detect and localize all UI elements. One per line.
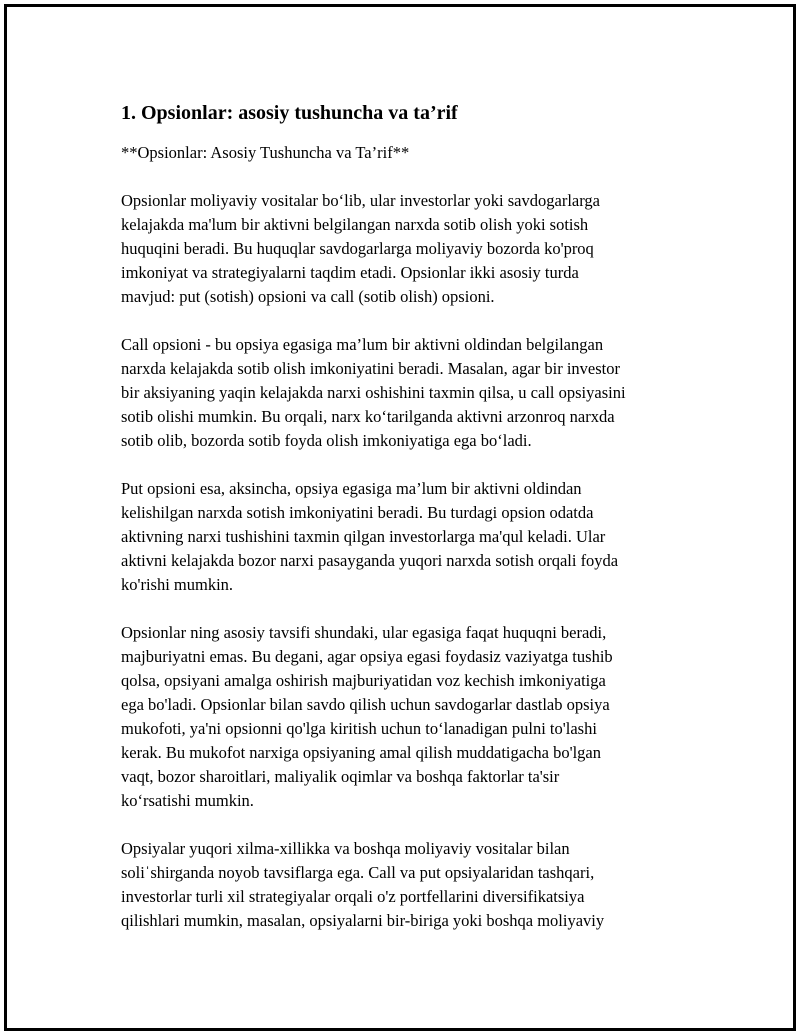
- paragraph-4: [121, 621, 711, 813]
- text-line: qilishlari mumkin, masalan, opsiyalarni bir-biriga yoki boshqa moliyaviy: [121, 911, 605, 930]
- text-line: huquqini beradi. Bu huquqlar savdogarlarga moliyaviy bozorda ko'proq: [121, 239, 594, 258]
- text-line: bir aksiyaning yaqin kelajakda narxi oshishini taxmin qilsa, u call opsiyasini: [121, 383, 626, 402]
- text-line: imkoniyat va strategiyalarni taqdim etadi. Opsionlar ikki asosiy turda: [121, 263, 579, 282]
- section-heading: 1. Opsionlar: asosiy tushuncha va ta’rif: [121, 102, 458, 124]
- paragraph-3: [121, 477, 711, 597]
- text-line: vaqt, bozor sharoitlari, maliyalik oqimlar va boshqa faktorlar ta'sir: [121, 767, 560, 786]
- paragraph-5: [121, 837, 711, 933]
- text-line: aktivni kelajakda bozor narxi pasayganda yuqori narxda sotish orqali foyda: [121, 551, 619, 570]
- text-line: qolsa, opsiyani amalga oshirish majburiyatidan voz kechish imkoniyatiga: [121, 671, 606, 690]
- text-line: narxda kelajakda sotib olish imkoniyatini beradi. Masalan, agar bir investor: [121, 359, 620, 378]
- text-line: investorlar turli xil strategiyalar orqali o'z portfellarini diversifikatsiya: [121, 887, 585, 906]
- text-line: sotib olishi mumkin. Bu orqali, narx ko‘tarilganda aktivni arzonroq narxda: [121, 407, 615, 426]
- text-line: aktivning narxi tushishini taxmin qilgan investorlarga ma'qul keladi. Ular: [121, 527, 606, 546]
- paragraph-2: [121, 333, 711, 453]
- section-subtitle: **Opsionlar: Asosiy Tushuncha va Ta’rif**: [121, 143, 410, 162]
- text-line: Call opsioni - bu opsiya egasiga ma’lum bir aktivni oldindan belgilangan: [121, 335, 604, 354]
- text-line: Opsiyalar yuqori xilma-xillikka va boshqa moliyaviy vositalar bilan: [121, 839, 570, 858]
- text-line: mukofoti, ya'ni opsionni qo'lga kiritish uchun to‘lanadigan pulni to'lashi: [121, 719, 597, 738]
- text-line: kelishilgan narxda sotish imkoniyatini beradi. Bu turdagi opsion odatda: [121, 503, 594, 522]
- text-line: mavjud: put (sotish) opsioni va call (sotib olish) opsioni.: [121, 287, 495, 306]
- paragraph-1: [121, 189, 711, 309]
- text-line: ko‘rsatishi mumkin.: [121, 791, 254, 810]
- text-line: Opsionlar moliyaviy vositalar bo‘lib, ular investorlar yoki savdogarlarga: [121, 191, 600, 210]
- text-line: sotib olib, bozorda sotib foyda olish imkoniyatiga ega bo‘ladi.: [121, 431, 532, 450]
- text-line: Opsionlar ning asosiy tavsifi shundaki, ular egasiga faqat huquqni beradi,: [121, 623, 607, 642]
- text-line: soliˈshirganda noyob tavsiflarga ega. Call va put opsiyalaridan tashqari,: [121, 863, 595, 882]
- text-line: kelajakda ma'lum bir aktivni belgilangan narxda sotib olish yoki sotish: [121, 215, 589, 234]
- document-body: [121, 99, 711, 933]
- text-line: ko'rishi mumkin.: [121, 575, 234, 594]
- text-line: majburiyatni emas. Bu degani, agar opsiya egasi foydasiz vaziyatga tushib: [121, 647, 613, 666]
- text-line: ega bo'ladi. Opsionlar bilan savdo qilish uchun savdogarlar dastlab opsiya: [121, 695, 610, 714]
- page-frame: [4, 4, 796, 1031]
- text-line: kerak. Bu mukofot narxiga opsiyaning amal qilish muddatigacha bo'lgan: [121, 743, 601, 762]
- text-line: Put opsioni esa, aksincha, opsiya egasiga ma’lum bir aktivni oldindan: [121, 479, 582, 498]
